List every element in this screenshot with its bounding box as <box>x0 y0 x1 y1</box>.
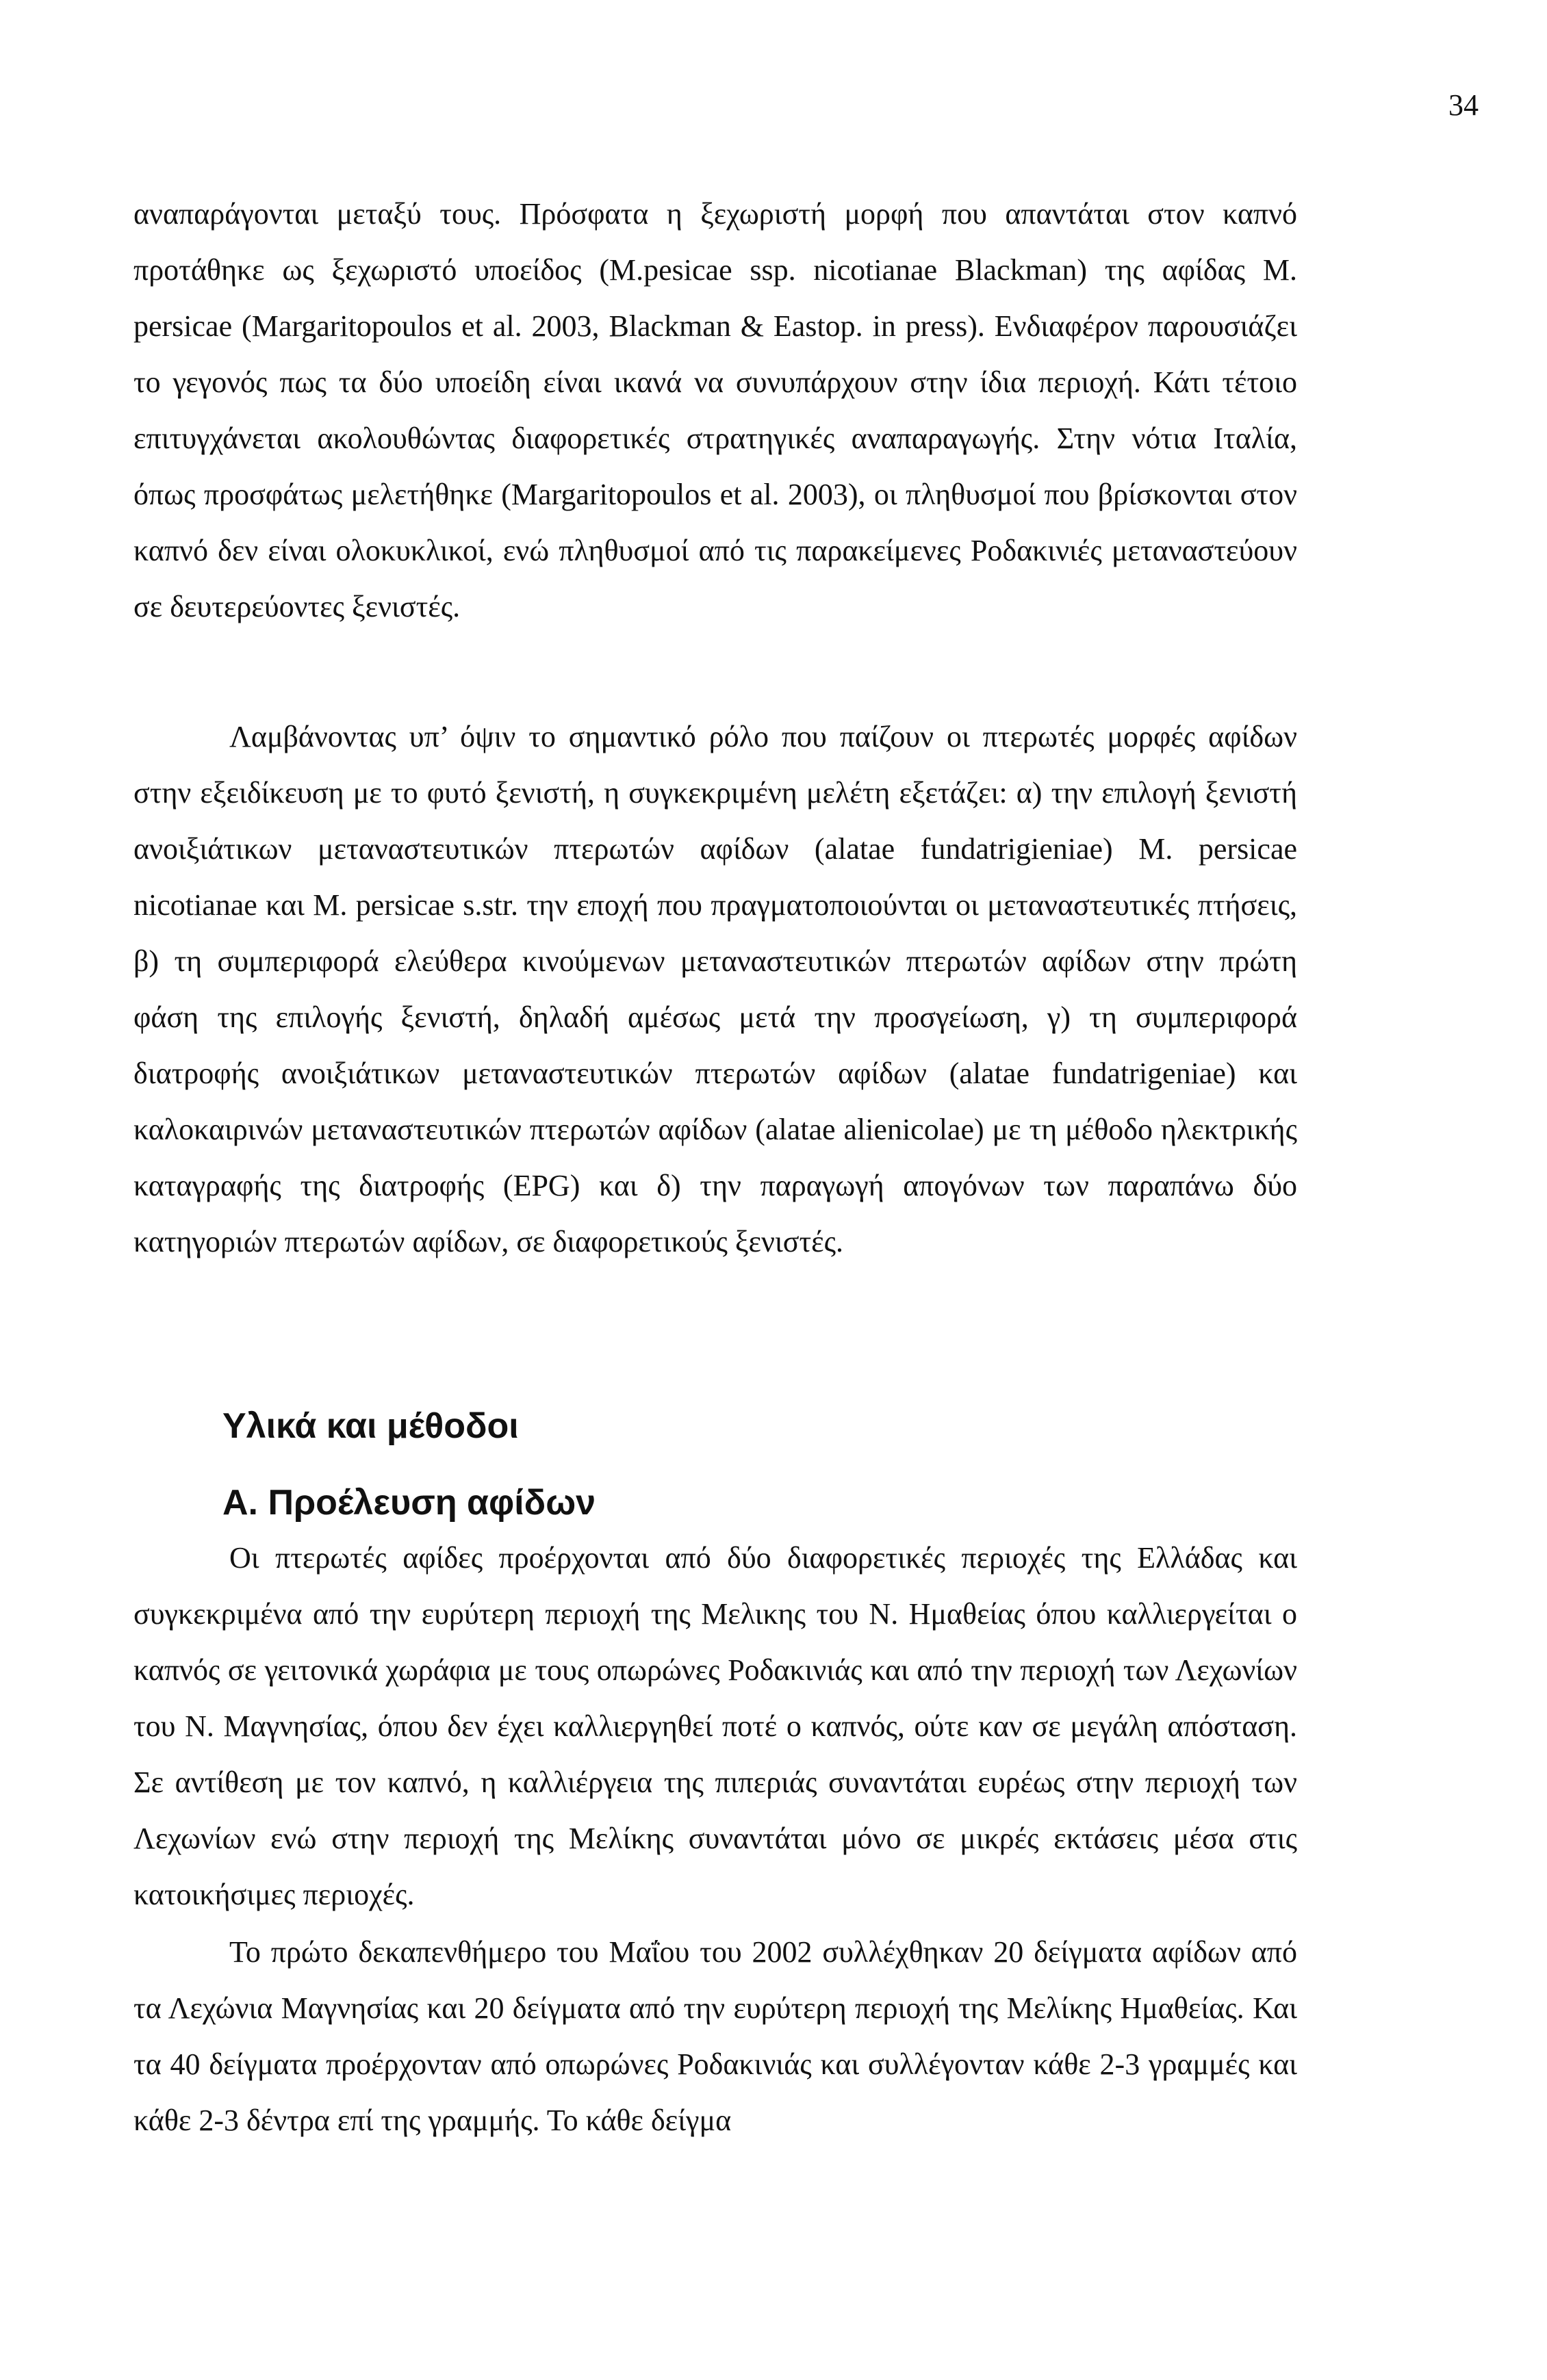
paragraph-study-aims <box>133 709 1297 1270</box>
paragraph-body: Το πρώτο δεκαπενθήμερο του Μαΐου του 2002 συλλέχθηκαν 20 δείγματα αφίδων από τα Λεχώνια Μαγνησίας και 20 δείγματα από την ευρύτερη περιοχή της Μελίκης Ημαθείας. Και τα 40 δείγματα προέρχονταν από οπωρώνες Ροδακινιάς και συλλέγονταν κάθε 2-3 γραμμές και κάθε 2-3 δέντρα επί της γραμμής. Το κάθε δείγμα <box>133 1935 1297 2137</box>
page-number: 34 <box>1448 88 1479 122</box>
paragraph-text <box>133 1924 1297 2149</box>
paragraph-text <box>133 709 1297 1270</box>
section-title: Υλικά και μέθοδοι <box>222 1406 519 1446</box>
subsection-title: Α. Προέλευση αφίδων <box>222 1483 596 1523</box>
paragraph-text <box>133 1530 1297 1923</box>
paragraph-aphid-origin <box>133 1530 1297 1923</box>
paragraph-text: αναπαράγονται μεταξύ τους. Πρόσφατα η ξεχωριστή μορφή που απαντάται στον καπνό προτάθηκε ως ξεχωριστό υποείδος (M.pesicae ssp. nicotianae Blackman) της αφίδας M. persicae (Margaritopoulos et al. 2003, Blackman & Eastop. in press). Ενδιαφέρον παρουσιάζει το γεγονός πως τα δύο υποείδη είναι ικανά να συνυπάρχουν στην ίδια περιοχή. Κάτι τέτοιο επιτυγχάνεται ακολουθώντας διαφορετικές στρατηγικές αναπαραγωγής. Στην νότια Ιταλία, όπως προσφάτως μελετήθηκε (Margaritopoulos et al. 2003), οι πληθυσμοί που βρίσκονται στον καπνό δεν είναι ολοκυκλικοί, ενώ πληθυσμοί από τις παρακείμενες Ροδακινιές μεταναστεύουν σε δευτερεύοντες ξενιστές. <box>133 197 1297 623</box>
paragraph-body: Λαμβάνοντας υπ’ όψιν το σημαντικό ρόλο που παίζουν οι πτερωτές μορφές αφίδων στην εξειδίκευση με το φυτό ξενιστή, η συγκεκριμένη μελέτη εξετάζει: α) την επιλογή ξενιστή ανοιξιάτικων μεταναστευτικών πτερωτών αφίδων (alatae fundatrigieniae) M. persicae nicotianae και M. persicae s.str. την εποχή που πραγματοποιούνται οι μεταναστευτικές πτήσεις, β) τη συμπεριφορά ελεύθερα κινούμενων μεταναστευτικών πτερωτών αφίδων στην πρώτη φάση της επιλογής ξενιστή, δηλαδή αμέσως μετά την προσγείωση, γ) τη συμπεριφορά διατροφής ανοιξιάτικων μεταναστευτικών πτερωτών αφίδων (alatae fundatrigeniae) και καλοκαιρινών μεταναστευτικών πτερωτών αφίδων (alatae alienicolae) με τη μέθοδο ηλεκτρικής καταγραφής της διατροφής (EPG) και δ) την παραγωγή απογόνων των παραπάνω δύο κατηγοριών πτερωτών αφίδων, σε διαφορετικούς ξενιστές. <box>133 720 1297 1258</box>
paragraph-sampling <box>133 1924 1297 2149</box>
paragraph-body: Οι πτερωτές αφίδες προέρχονται από δύο διαφορετικές περιοχές της Ελλάδας και συγκεκριμένα από την ευρύτερη περιοχή της Μελικης του Ν. Ημαθείας όπου καλλιεργείται ο καπνός σε γειτονικά χωράφια με τους οπωρώνες Ροδακινιάς και από την περιοχή των Λεχωνίων του Ν. Μαγνησίας, όπου δεν έχει καλλιεργηθεί ποτέ ο καπνός, ούτε καν σε μεγάλη απόσταση. Σε αντίθεση με τον καπνό, η καλλιέργεια της πιπεριάς συναντάται ευρέως στην περιοχή των Λεχωνίων ενώ στην περιοχή της Μελίκης συναντάται μόνο σε μικρές εκτάσεις μέσα στις κατοικήσιμες περιοχές. <box>133 1541 1297 1911</box>
paragraph-introduction-continued <box>133 186 1297 635</box>
